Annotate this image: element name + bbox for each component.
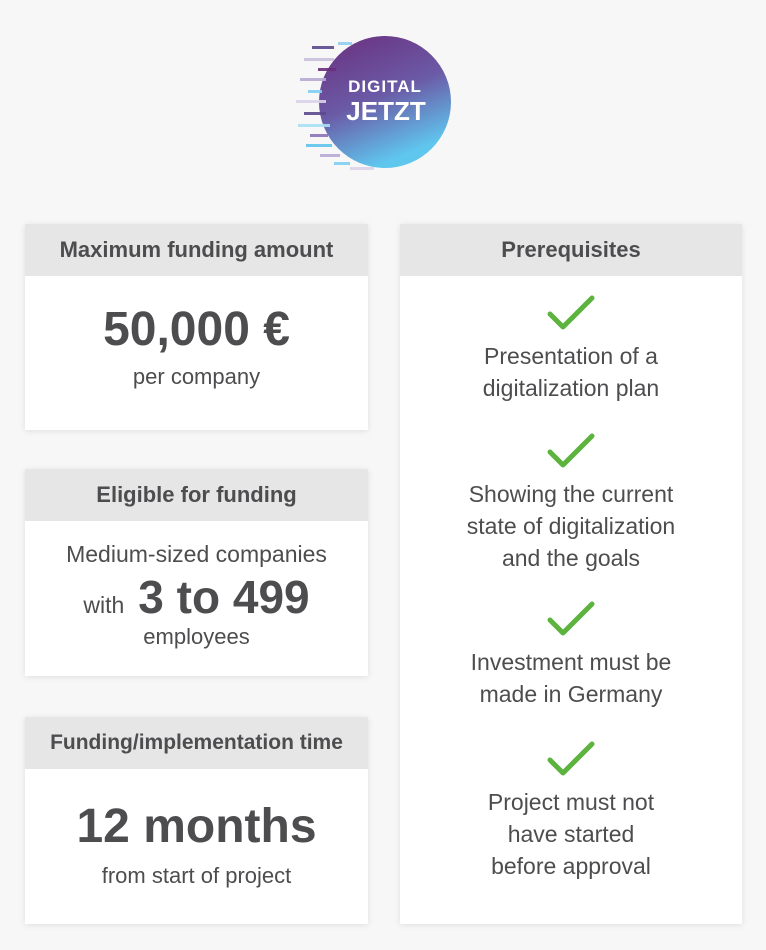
prerequisite-item <box>400 600 742 740</box>
funding-amount-title: Maximum funding amount <box>25 224 368 276</box>
prerequisite-line: have started <box>507 821 635 847</box>
implementation-time-card <box>25 717 368 924</box>
digital-jetzt-logo <box>290 32 460 172</box>
prerequisite-item <box>400 294 742 432</box>
eligible-range: 3 to 499 <box>138 571 310 623</box>
prerequisite-line: and the goals <box>501 545 641 571</box>
eligible-card <box>25 469 368 676</box>
logo-line1: DIGITAL <box>348 77 422 96</box>
prerequisites-card <box>400 224 742 924</box>
prerequisites-title: Prerequisites <box>400 224 742 276</box>
prerequisite-line: Showing the current <box>468 481 674 507</box>
prerequisite-line: Investment must be <box>470 649 672 675</box>
funding-amount-value: 50,000 € <box>103 303 290 356</box>
logo-line2: JETZT <box>346 96 426 126</box>
eligible-line1: Medium-sized companies <box>66 541 327 567</box>
prerequisite-line: Presentation of a <box>484 343 658 369</box>
prerequisite-item <box>400 432 742 600</box>
prerequisite-line: state of digitalization <box>466 513 676 539</box>
eligible-unit: employees <box>143 624 250 649</box>
eligible-title: Eligible for funding <box>25 469 368 521</box>
implementation-time-caption: from start of project <box>101 863 292 888</box>
checkmark-icon <box>546 740 596 780</box>
checkmark-icon <box>546 432 596 472</box>
prerequisite-line: before approval <box>491 853 651 879</box>
funding-amount-card <box>25 224 368 430</box>
prerequisite-line: made in Germany <box>479 681 663 707</box>
funding-amount-caption: per company <box>132 364 261 389</box>
implementation-time-value: 12 months <box>76 800 317 853</box>
checkmark-icon <box>546 600 596 640</box>
prerequisite-item <box>400 740 742 882</box>
implementation-time-title: Funding/implementation time <box>25 717 368 769</box>
prerequisite-line: digitalization plan <box>482 375 660 401</box>
checkmark-icon <box>546 294 596 334</box>
eligible-with: with <box>83 592 125 618</box>
prerequisite-line: Project must not <box>487 789 655 815</box>
